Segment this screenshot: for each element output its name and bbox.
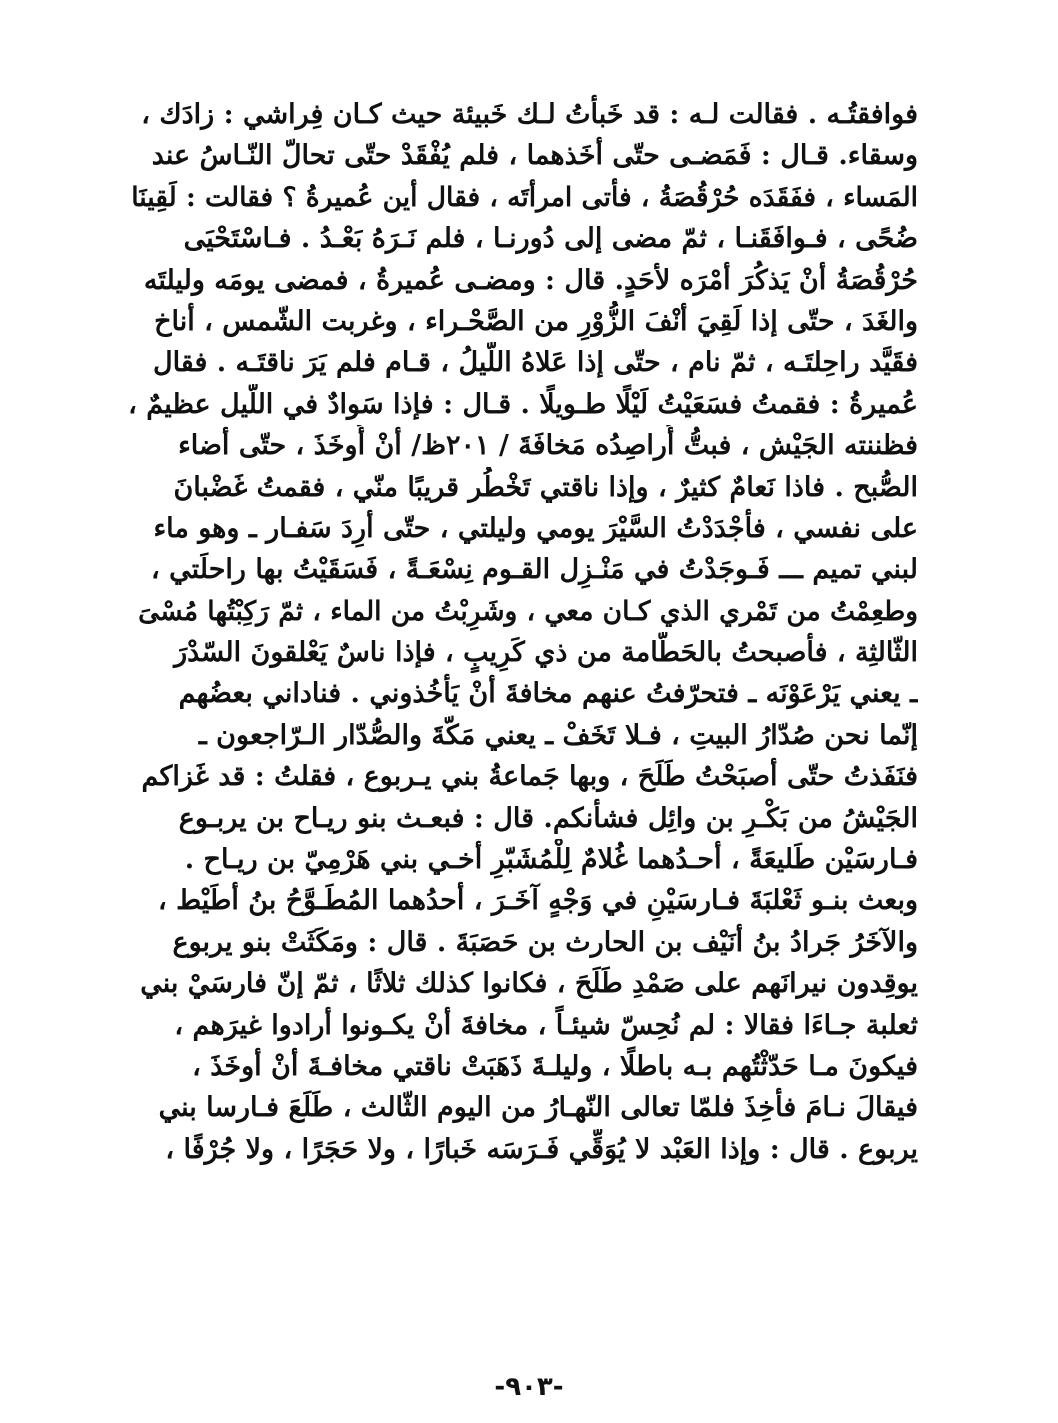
text-line: والآخَرُ جَرادُ بنُ أنَيْف بن الحارث بن حَصَبَةَ . قال : ومَكَثَتْ بنو يربوع [172, 926, 918, 958]
text-line: وبعث بنـو ثَعْلبَةَ فـارسَيْنِ في وَجْهٍ آخَـرَ ، أحدُهما المُطَـوَّحُ بنُ أطَيْط ، [157, 885, 918, 917]
text-line: الجَيْشُ من بَكْـرِ بن وائِل فشأنكم. قال : فبعـث بنو ريـاح بن يربـوع [178, 802, 918, 834]
text-line: فظننته الجَيْش ، فبتُّ أُراصِدُه مَخافَةَ / ٢٠١ظ/ أنْ أُوخَذَ ، حتّى أضاء [178, 430, 918, 462]
text-line: فوافقتُـه . فقالت لـه : قد خَبأتُ لـك خَبيئة حيث كـان فِراشي : زادَك ، [141, 99, 918, 130]
text-line: ـ يعني يَرْعَوْنَه ـ فتحرّفتُ عنهم مخافةَ أنْ يَأخُذوني . فناداني بعضُهم [178, 678, 918, 710]
text-line: لبني تميم ـــ فَـوجَدْتُ في مَنْـزِل القـوم نِسْعَـةً ، فَسَقَيْتُ بها راحلَتي ، [150, 554, 918, 586]
text-line: فنَفَذتُ حتّى أصبَحْتُ طَلَحَ ، وبها جَماعةُ بني يـربوع ، فقلتُ : قد غَزاكم [141, 761, 918, 793]
text-line: الصُّبح . فاذا نَعامٌ كثيرٌ ، وإذا ناقتي تَخْطُر قريبًا منّي ، فقمتُ غَضْبانَ [173, 471, 918, 503]
text-line: على نفسي ، فأجْدَدْتُ السَّيْرَ يومي وليلتي ، حتّى أرِدَ سَفـار ـ وهو ماء [153, 512, 918, 544]
body-text [128, 94, 918, 1170]
page-number: -٩٠٣- [494, 1372, 564, 1402]
text-line: وطعِمْتُ من تَمْري الذي كـان معي ، وشَرِبْتُ من الماء ، ثمّ رَكِبْتُها مُسْىَ [138, 595, 918, 627]
text-line: فيقالَ نـامَ فأخِذَ فلمّا تعالى النّهـارُ من اليوم الثّالث ، طَلَعَ فـارسا بني [158, 1092, 918, 1124]
text-line: المَساء ، ففَقَدَه حُرْقُصَةُ ، فأتى امرأتَه ، فقال أين عُميرةُ ؟ فقالت : لَقِينَا [131, 181, 918, 213]
text-line: والغَدَ ، حتّى إذا لَقِيَ أنْفَ الزُّوْرِ من الصَّحْـراء ، وغربت الشّمس ، أناخ [154, 305, 918, 337]
text-line: يوقِدون نيرانَهم على صَمْدِ طَلَحَ ، فكانوا كذلك ثلاثًا ، ثمّ إنّ فارسَيْ بني [140, 968, 918, 1000]
text-line: فقَيَّد راحِلتَـه ، ثمّ نام ، حتّى إذا عَلاهُ اللّيلُ ، قـام فلم يَرَ ناقتَـه . فقال [152, 347, 918, 379]
text-line: فيكونَ مـا حَدّثْتُهم بـه باطلًا ، وليلـةَ ذَهَبَتْ ناقتي مخافـةَ أنْ أوخَذَ ، [192, 1050, 918, 1082]
text-line: حُرْقُصَةُ أنْ يَذكُرَ أمْرَه لأحَدٍ. قال : ومضـى عُميرةُ ، فمضى يومَه وليلتَه [143, 264, 918, 296]
text-line: الثّالثِة ، فأصبحتُ بالحَطّامة من ذي كَرِيبٍ ، فإذا ناسٌ يَعْلقونَ السّدْرَ [174, 637, 918, 669]
text-line: ثعلبة جـاءَا فقالا : لم نُحِسّ شيئـاً ، مخافةَ أنْ يكـونوا أرادوا غيرَهم ، [174, 1009, 918, 1041]
text-line: يربوع . قال : وإذا العَبْد لا يُوَقِّي فَـرَسَه خَبارًا ، ولا حَجَرًا ، ولا جُرْفًا ، [165, 1133, 918, 1165]
text-line: وسقاء. قـال : فَمَضـى حتّى أخَذهما ، فلم يُفْقَدْ حتّى تحالّ النّـاسُ عند [151, 140, 918, 172]
text-line: ضُحًى ، فـوافَقَنـا ، ثمّ مضى إلى دُورنـا ، فلم نَـرَهُ بَعْـدُ . فـاسْتَحْيَى [183, 223, 918, 255]
text-line: فـارسَيْن طَليعَةً ، أحـدُهما غُلامٌ لِلْمُشَبّرِ أخـي بني هَرْمِيّ بن ريـاح . [184, 844, 918, 876]
text-line: إنّما نحن صُدّارُ البيتِ ، فـلا تَخَفْ ـ يعني مَكّةَ والصُّدّار الـرّاجعون ـ [198, 719, 918, 751]
text-line: عُميرةُ : فقمتُ فسَعَيْتُ لَيْلًا طـويلًا . قـال : فإذا سَوادٌ في اللّيل عظيمٌ ، [128, 388, 918, 420]
